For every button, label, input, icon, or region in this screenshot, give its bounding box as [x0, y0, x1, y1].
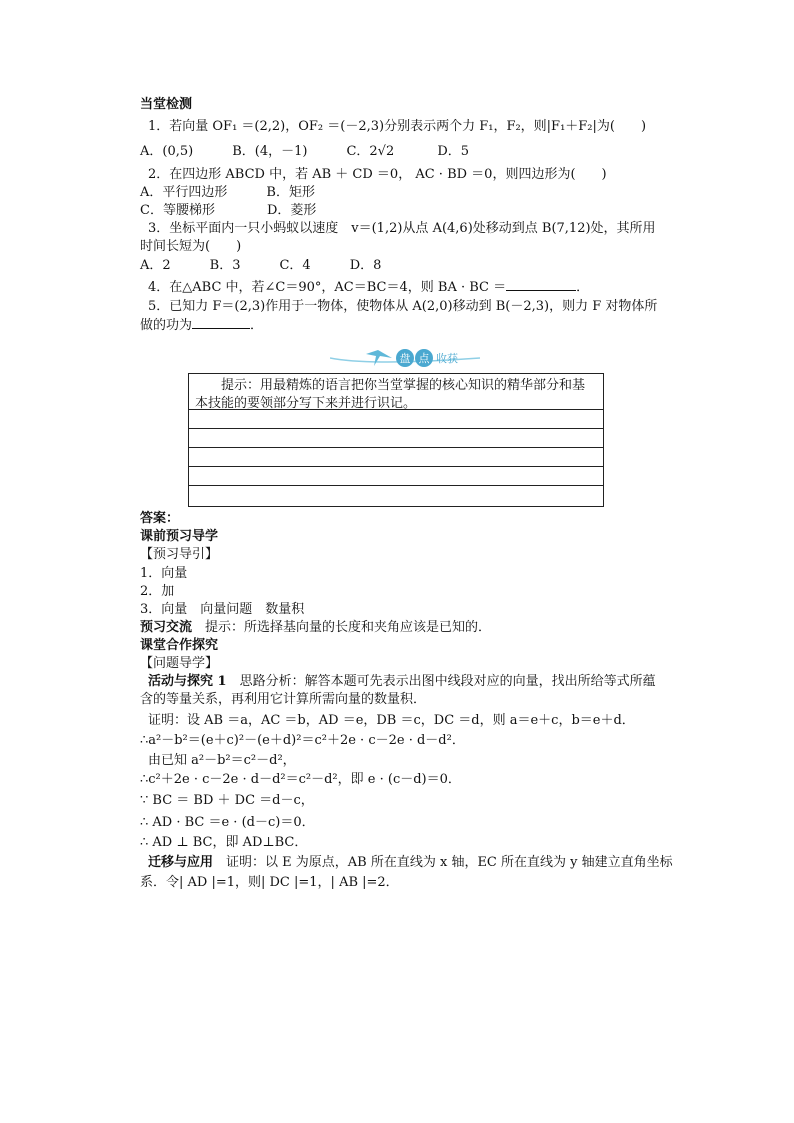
notes-hint: 提示：用最精炼的语言把你当堂掌握的核心知识的精华部分和基本技能的要领部分写下来并进行识记。 — [189, 374, 603, 410]
notes-box — [188, 373, 604, 507]
notes-line[interactable] — [189, 486, 603, 505]
pre-class-title: 课前预习导学 — [140, 529, 219, 544]
svg-text:点: 点 — [418, 352, 430, 365]
question-3-line-1: 3．坐标平面内一只小蚂蚁以速度 v＝(1,2)从点 A(4,6)处移动到点 B(7,12)处，其所用 — [148, 221, 656, 236]
activity-1-text: 思路分析：解答本题可先表示出图中线段对应的向量，找出所给等式所蕴 — [226, 674, 656, 689]
problem-guide-title: 【问题导学】 — [140, 656, 219, 671]
question-1: 1．若向量 OF₁ ＝(2,2)，OF₂ ＝(－2,3)分别表示两个力 F₁，F₂，则|F₁＋F₂|为( ) — [148, 119, 647, 134]
exchange-text: 提示：所选择基向量的长度和夹角应该是已知的． — [192, 620, 492, 635]
svg-text:盘: 盘 — [399, 352, 411, 365]
question-4-text: 4．在△ABC 中，若∠C＝90°，AC＝BC＝4，则 BA · BC ＝ — [148, 280, 507, 295]
answers-title: 答案： — [140, 511, 180, 526]
question-1-options: A．(0,5) B．(4，－1) C．2√2 D．5 — [140, 144, 470, 159]
question-2-options-1: A．平行四边形 B．矩形 — [140, 185, 315, 200]
question-5-line-2: 做的功为 ． — [140, 318, 264, 333]
exchange-label: 预习交流 — [140, 620, 193, 635]
answer-item: 3．向量 向量问题 数量积 — [140, 602, 305, 617]
question-5-line-1: 5．已知力 F＝(2,3)作用于一物体，使物体从 A(2,0)移动到 B(－2,3)，则力 F 对物体所 — [148, 299, 658, 314]
question-2: 2．在四边形 ABCD 中，若 AB ＋ CD ＝0， AC · BD ＝0，则四边形为( ) — [148, 167, 607, 182]
class-explore-title: 课堂合作探究 — [140, 638, 219, 653]
proof-line: ∴ AD ⊥ BC，即 AD⊥BC． — [140, 835, 308, 850]
transfer-label: 迁移与应用 — [148, 855, 214, 870]
preview-exchange — [140, 619, 491, 637]
question-2-options-2: C．等腰梯形 D．菱形 — [140, 203, 317, 218]
question-3-options: A．2 B．3 C．4 D．8 — [140, 258, 382, 273]
svg-text:收获: 收获 — [436, 352, 458, 365]
notes-line[interactable] — [189, 467, 603, 486]
activity-1-label: 活动与探究 1 — [148, 674, 227, 689]
transfer-text: 证明：以 E 为原点，AB 所在直线为 x 轴，EC 所在直线为 y 轴建立直角坐标 — [213, 855, 673, 870]
question-5-text: 做的功为 — [140, 318, 193, 333]
harvest-banner-icon — [330, 344, 480, 372]
section-title-practice: 当堂检测 — [140, 97, 193, 112]
transfer-line-1 — [148, 854, 673, 872]
transfer-line-2: 系．令| AD |=1，则| DC |=1，| AB |=2． — [140, 875, 399, 890]
notes-line[interactable] — [189, 448, 603, 467]
activity-1-line-2: 含的等量关系，再利用它计算所需向量的数量积． — [140, 692, 427, 707]
answer-item: 2．加 — [140, 584, 175, 599]
question-4: 4．在△ABC 中，若∠C＝90°，AC＝BC＝4，则 BA · BC ＝ ． — [148, 280, 590, 295]
question-3-line-2: 时间长短为( ) — [140, 239, 242, 254]
proof-line: 由已知 a²－b²＝c²－d²， — [148, 753, 296, 768]
proof-line: ∴c²＋2e · c－2e · d－d²＝c²－d²，即 e · (c－d)＝0． — [140, 772, 461, 787]
answer-blank-4[interactable] — [506, 278, 576, 291]
answer-blank-5[interactable] — [192, 316, 250, 329]
proof-line: ∵ BC ＝ BD ＋ DC ＝d－c， — [140, 793, 314, 808]
guide-title: 【预习导引】 — [140, 547, 219, 562]
proof-line: ∴a²－b²＝(e＋c)²－(e＋d)²＝c²＋2e · c－2e · d－d²． — [140, 733, 465, 748]
notes-line[interactable] — [189, 429, 603, 448]
proof-line: 证明：设 AB ＝a，AC ＝b，AD ＝e，DB ＝c，DC ＝d，则 a＝e＋c，b＝e＋d． — [148, 713, 635, 728]
answer-item: 1．向量 — [140, 566, 188, 581]
proof-line: ∴ AD · BC ＝e · (d－c)＝0． — [140, 815, 315, 830]
activity-1-line-1 — [148, 673, 656, 691]
